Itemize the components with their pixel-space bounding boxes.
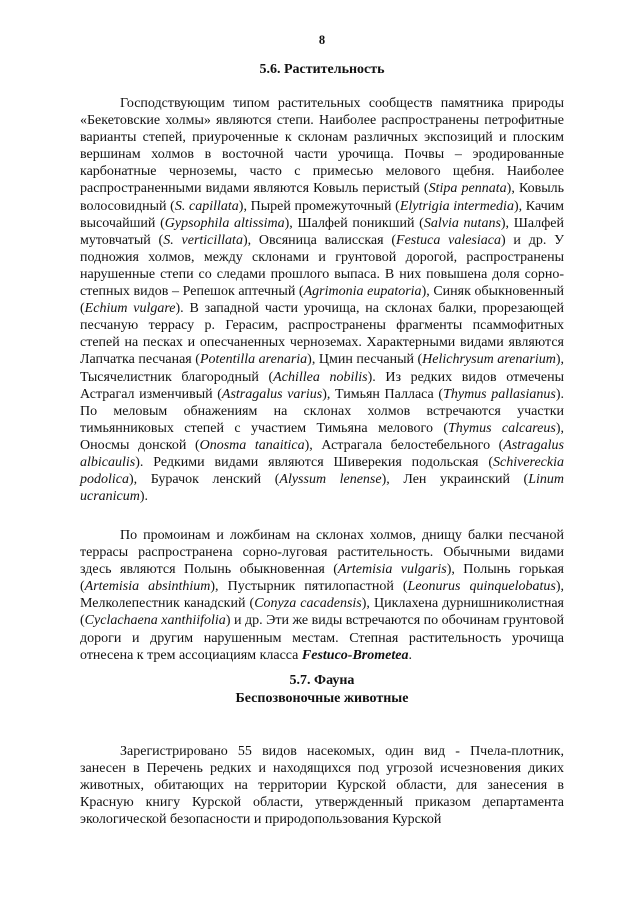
latin-name: Helichrysum arenarium: [422, 352, 556, 368]
latin-name: Elytrigia intermedia: [399, 198, 514, 214]
paragraph-vegetation-steppes: Господствующим типом растительных сообществ памятника природы «Бекетовские холмы» являются степи. Наиболее распространены петрофитные варианты степей, приуроченные к склонам различных экспозиций и плоским вершинам холмов в восточной части урочища. Почвы – эродированные карбонатные черноземы, часто с примесью мелового щебня. Наиболее распространенными видами являются Ковыль перистый (Stipa pennata), Ковыль волосовидный (S. capillata), Пырей промежуточный (Elytrigia intermedia), Качим высочайший (Gypsophila altissima), Шалфей поникший (Salvia nutans), Шалфей мутовчатый (S. verticillata), Овсяница валисская (Festuca valesiaca) и др. У подножия холмов, между склонами и грунтовой дорогой, распространены нарушенные степи со следами прошлого выпаса. В них повышена доля сорно-степных видов – Репешок аптечный (Agrimonia eupatoria), Синяк обыкновенный (Echium vulgare). В западной части урочища, на склонах балки, прорезающей песчаную террасу р. Герасим, распространены фрагменты псаммофитных степей на песках и опесчаненных черноземах. Характерными видами являются Лапчатка песчаная (Potentilla arenaria), Цмин песчаный (Helichrysum arenarium), Тысячелистник благородный (Achillea nobilis). Из редких видов отмечены Астрагал изменчивый (Astragalus varius), Тимьян Палласа (Thymus pallasianus). По меловым обнажениям на склонах холмов встречаются участки тимьянниковых степей с участием Тимьяна мелового (Thymus calcareus), Оносмы донской (Onosma tanaitica), Астрагала белостебельного (Astragalus albicaulis). Редкими видами являются Шиверекия подольская (Schivereckia podolica), Бурачок ленский (Alyssum lenense), Лен украинский (Linum ucranicum).: [80, 96, 565, 505]
latin-name: Astragalus albicaulis: [80, 437, 564, 470]
latin-name: Stipa pennata: [428, 181, 507, 197]
subsection-title-invertebrates: Беспозвоночные животные: [235, 691, 409, 706]
page-number: 8: [318, 33, 326, 47]
paragraph-vegetation-meadow: По промоинам и ложбинам на склонах холмов, днищу балки песчаной террасы распространена сорно-луговая растительность. Обычными видами здесь являются Полынь обыкновенная (Artemisia vulgaris), Полынь горькая (Artemisia absinthium), Пустырник пятилопастной (Leonurus quinquelobatus), Мелколепестник канадский (Conyza cacadensis), Циклахена дурнишниколистная (Cyclachaena xanthiifolia) и др. Эти же виды встречаются по обочинам грунтовой дороги и другим нарушенным местам. Степная растительность урочища отнесена к трем ассоциациям класса Festuco-Brometea.: [80, 528, 564, 663]
latin-name: S. verticillata: [163, 232, 243, 248]
latin-name: Cyclachaena xanthiifolia: [84, 613, 226, 629]
latin-name: Thymus calcareus: [447, 420, 556, 436]
paragraph-fauna-insects: Зарегистрировано 55 видов насекомых, один вид - Пчела-плотник, занесен в Перечень редких и находящихся под угрозой исчезновения диких животных, обитающих на территории Курской области, для занесения в Красную книгу Курской области, утвержденный приказом департамента экологической безопасности и природопользования Курской: [80, 744, 564, 828]
latin-name: Gypsophila altissima: [164, 215, 285, 231]
latin-name: Astragalus varius: [221, 386, 323, 402]
latin-name: Agrimonia eupatoria: [303, 284, 422, 300]
vegetation-class-name: Festuco-Brometea: [301, 647, 409, 663]
latin-name: Linum ucranicum: [80, 472, 564, 505]
latin-name: Achillea nobilis: [273, 369, 368, 385]
latin-name: Artemisia vulgaris: [337, 562, 447, 578]
section-title-fauna: 5.7. Фауна: [289, 673, 355, 688]
latin-name: Thymus pallasianus: [443, 386, 556, 402]
latin-name: Conyza cacadensis: [254, 596, 362, 612]
latin-name: Artemisia absinthium: [84, 579, 211, 595]
latin-name: Salvia nutans: [423, 215, 501, 231]
latin-name: Schivereckia podolica: [80, 454, 564, 488]
latin-name: Onosma tanaitica: [199, 437, 305, 453]
latin-name: Potentilla arenaria: [199, 352, 308, 368]
section-title-vegetation: 5.6. Растительность: [259, 62, 385, 77]
latin-name: Leonurus quinquelobatus: [407, 579, 556, 595]
latin-name: S. capillata: [174, 198, 239, 214]
latin-name: Festuca valesiaca: [396, 232, 501, 248]
latin-name: Alyssum lenense: [279, 472, 382, 488]
latin-name: Echium vulgare: [84, 301, 176, 317]
document-page: [80, 0, 564, 905]
